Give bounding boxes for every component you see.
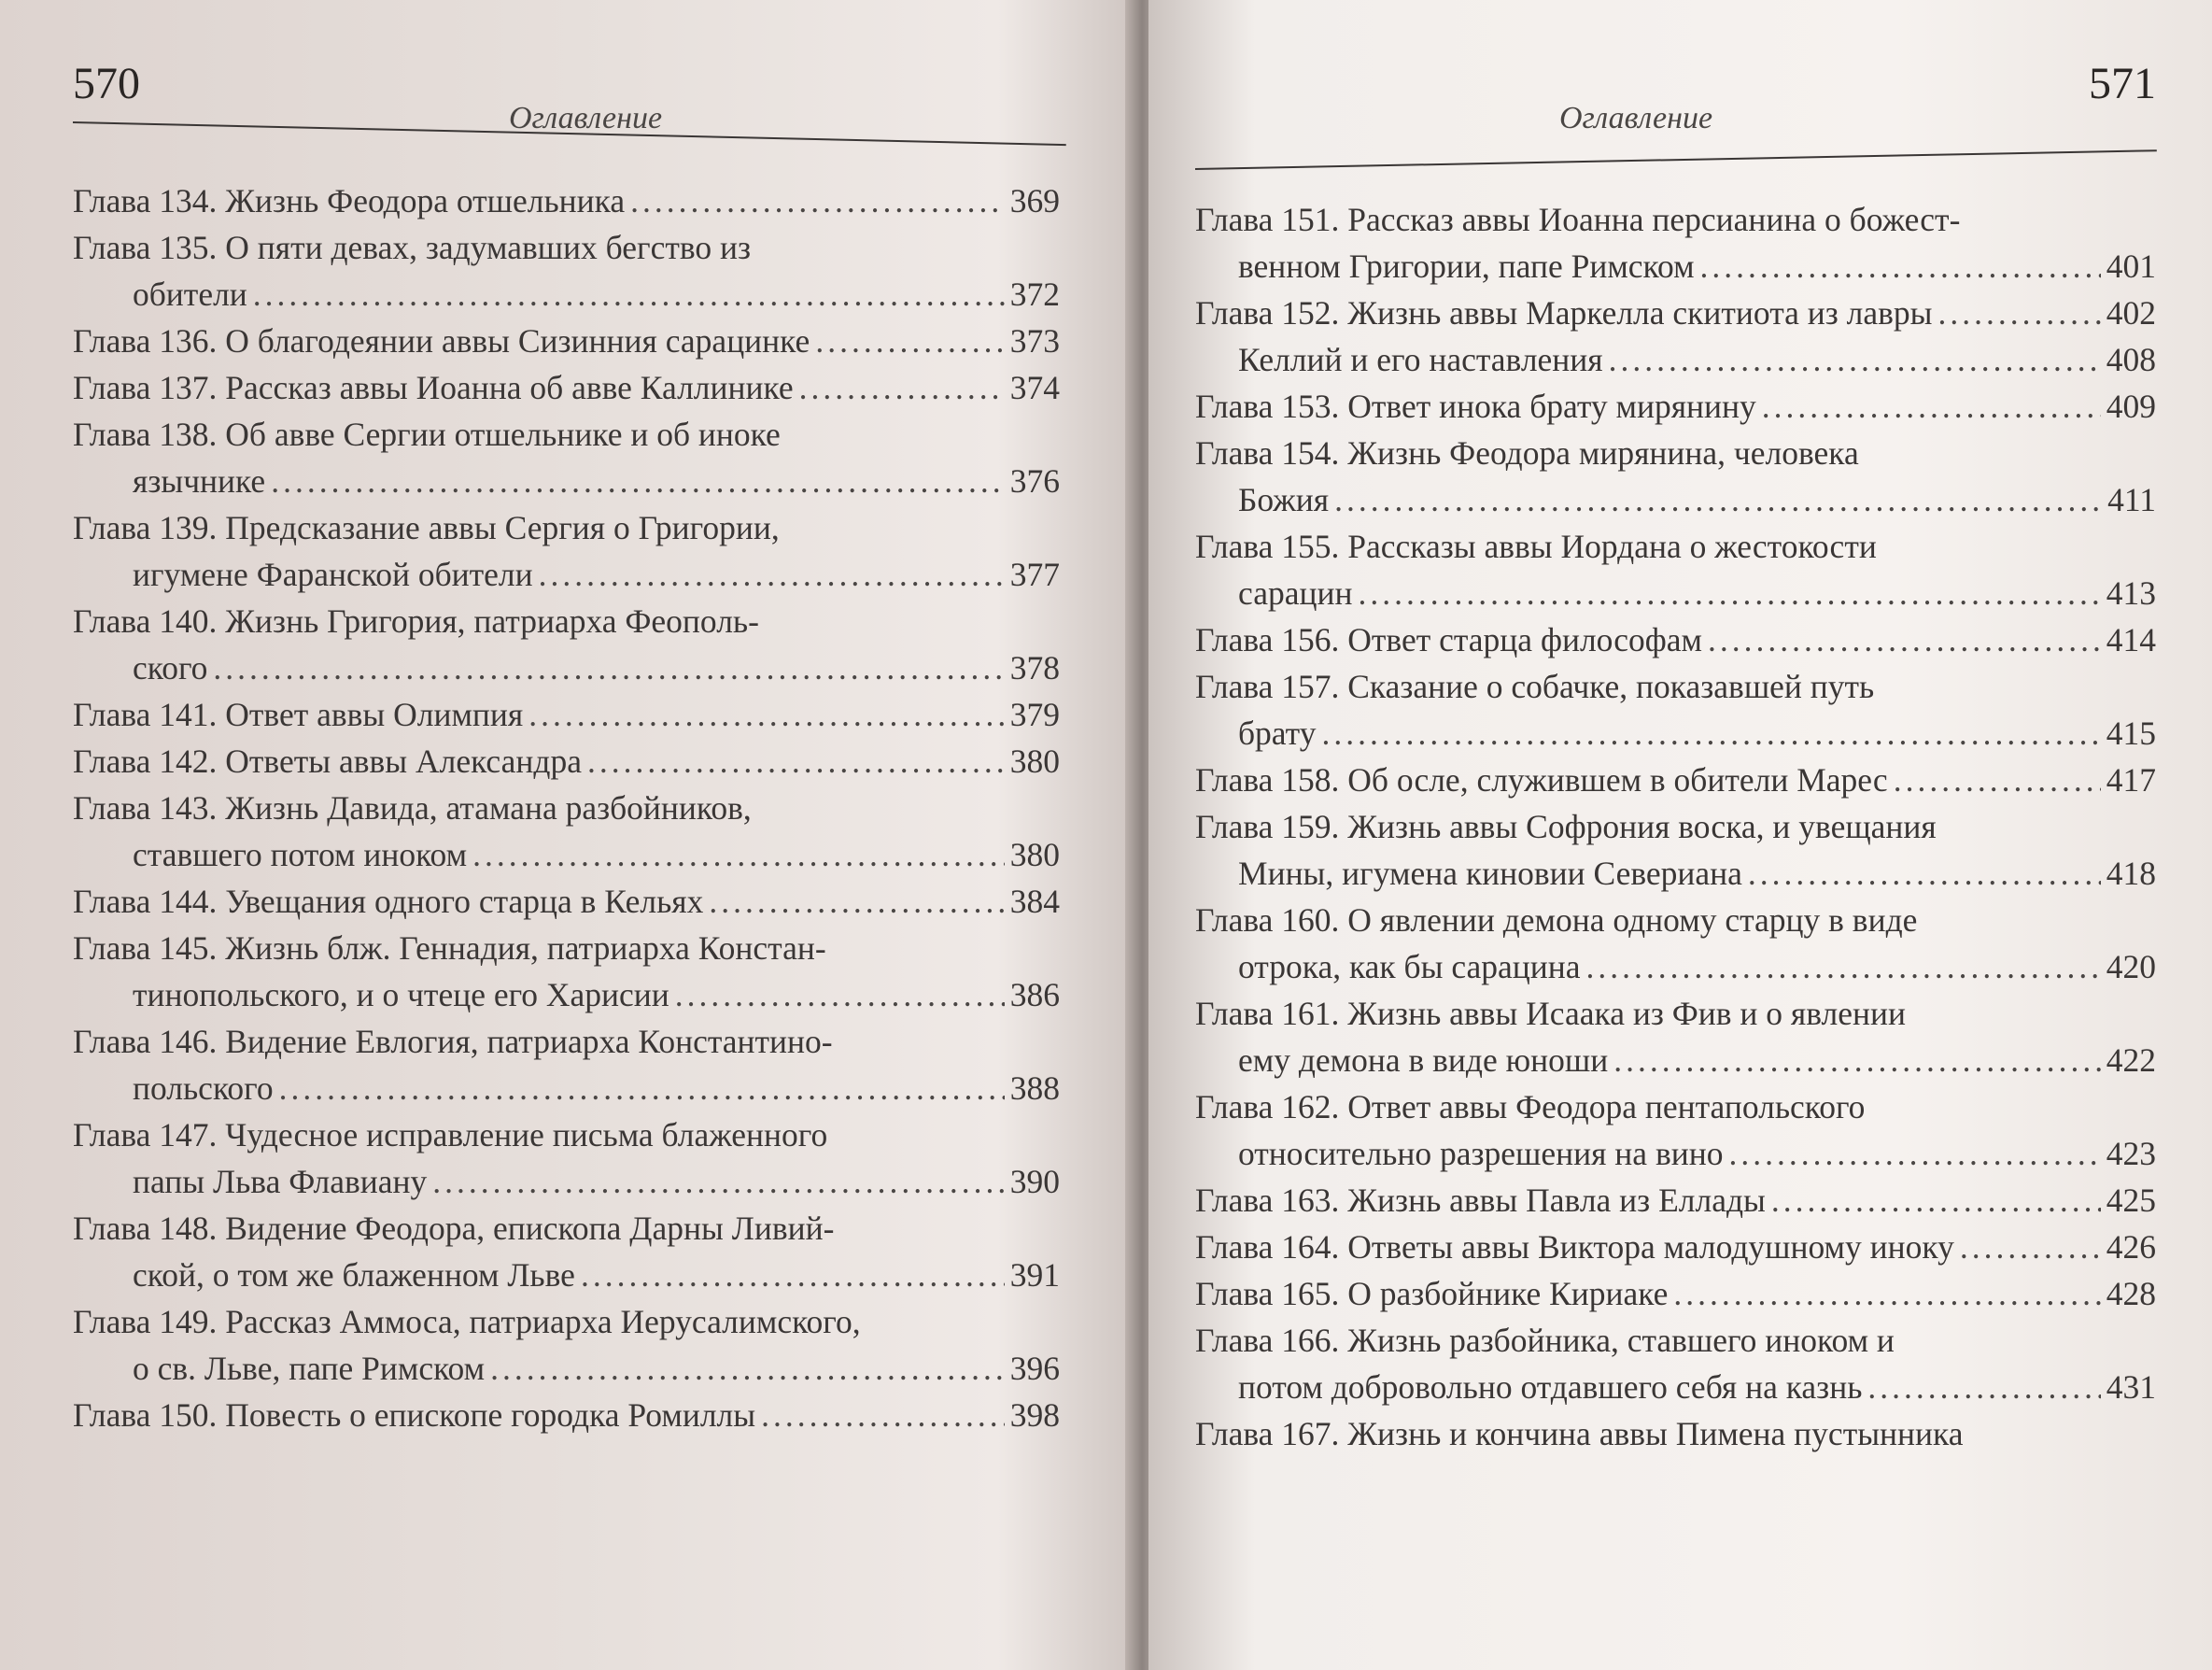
dot-leader — [253, 271, 1005, 318]
chapter-title-continued: отрока, как бы сарацина — [1238, 948, 1581, 985]
page-ref: 378 — [1009, 649, 1060, 686]
toc-entry — [73, 1298, 1060, 1392]
dot-leader — [1586, 943, 2101, 990]
toc-entry — [73, 925, 1060, 1018]
toc-entry — [73, 318, 1060, 364]
toc-entry — [1195, 336, 2156, 383]
page-ref: 373 — [1009, 322, 1060, 360]
dot-leader — [432, 1158, 1005, 1205]
page-ref: 374 — [1009, 369, 1060, 406]
header-rule — [1195, 149, 2157, 170]
chapter-title: Глава 156. Ответ старца философам — [1195, 621, 1703, 658]
running-header: Оглавление — [1559, 101, 1713, 135]
page-ref: 411 — [2107, 481, 2156, 518]
chapter-title: Глава 140. Жизнь Григория, патриарха Феополь- — [73, 602, 759, 640]
chapter-title: Глава 134. Жизнь Феодора отшельника — [73, 182, 626, 219]
dot-leader — [1867, 1364, 2100, 1410]
chapter-title-continued: ставшего потом иноком — [133, 836, 468, 873]
toc-entry — [73, 364, 1060, 411]
dot-leader — [1771, 1177, 2101, 1224]
running-header: Оглавление — [509, 101, 663, 135]
page-ref: 426 — [2106, 1228, 2156, 1266]
chapter-title: Глава 161. Жизнь аввы Исаака из Фив и о явлении — [1195, 995, 1906, 1032]
toc-entry — [1195, 616, 2156, 663]
toc-entry — [1195, 290, 2156, 336]
chapter-title-continued: польского — [133, 1069, 274, 1107]
chapter-title: Глава 155. Рассказы аввы Иордана о жестокости — [1195, 528, 1877, 565]
chapter-title: Глава 144. Увещания одного старца в Кельях — [73, 883, 704, 920]
dot-leader — [1894, 757, 2101, 803]
chapter-title: Глава 146. Видение Евлогия, патриарха Константино- — [73, 1023, 833, 1060]
chapter-title-continued: обители — [133, 276, 247, 313]
chapter-title: Глава 158. Об осле, служившем в обители Марес — [1195, 761, 1888, 799]
toc-entry — [1195, 1410, 2156, 1457]
page-ref: 379 — [1009, 696, 1060, 733]
chapter-title: Глава 150. Повесть о епископе городка Ромиллы — [73, 1396, 756, 1434]
dot-leader — [539, 551, 1005, 598]
toc-entry — [73, 1111, 1060, 1205]
toc-entry — [1195, 757, 2156, 803]
chapter-title: Глава 159. Жизнь аввы Софрония воска, и увещания — [1195, 808, 1937, 845]
page-ref: 386 — [1009, 976, 1060, 1013]
chapter-title: Глава 135. О пяти девах, задумавших бегство из — [73, 229, 752, 266]
dot-leader — [1321, 710, 2100, 757]
chapter-title: Глава 148. Видение Феодора, епископа Дарны Ливий- — [73, 1210, 835, 1247]
toc-entry — [73, 1205, 1060, 1298]
dot-leader — [1938, 290, 2101, 336]
toc-entry — [1195, 196, 2156, 290]
chapter-title: Глава 139. Предсказание аввы Сергия о Григории, — [73, 509, 780, 546]
toc-entry — [73, 598, 1060, 691]
chapter-title-continued: сарацин — [1238, 574, 1353, 612]
dot-leader — [630, 177, 1005, 224]
page-ref: 408 — [2106, 341, 2156, 378]
chapter-title-continued: ской, о том же блаженном Льве — [133, 1256, 575, 1294]
chapter-title: Глава 167. Жизнь и кончина аввы Пимена пустынника — [1195, 1415, 1964, 1452]
chapter-title-continued: тинопольского, и о чтеце его Харисии — [133, 976, 669, 1013]
toc-entry — [73, 1392, 1060, 1438]
toc-entry — [1195, 897, 2156, 990]
page-ref: 398 — [1009, 1396, 1060, 1434]
toc-entry — [1195, 1083, 2156, 1177]
page-ref: 402 — [2106, 294, 2156, 332]
toc-entry — [73, 1018, 1060, 1111]
dot-leader — [1334, 476, 2102, 523]
dot-leader — [213, 644, 1004, 691]
table-of-contents — [73, 177, 1060, 1438]
page-ref: 413 — [2106, 574, 2156, 612]
toc-entry — [73, 785, 1060, 878]
dot-leader — [1708, 616, 2101, 663]
dot-leader — [1358, 570, 2100, 616]
toc-entry — [73, 411, 1060, 504]
dot-leader — [490, 1345, 1005, 1392]
page-ref: 409 — [2106, 388, 2156, 425]
page-ref: 418 — [2106, 855, 2156, 892]
toc-entry — [73, 738, 1060, 785]
page-ref: 388 — [1009, 1069, 1060, 1107]
chapter-title-continued: Божия — [1238, 481, 1330, 518]
page-ref: 372 — [1009, 276, 1060, 313]
page-ref: 417 — [2106, 761, 2156, 799]
dot-leader — [581, 1252, 1005, 1298]
chapter-title: Глава 143. Жизнь Давида, атамана разбойников, — [73, 789, 752, 827]
toc-entry — [1195, 383, 2156, 430]
page-ref: 380 — [1009, 743, 1060, 780]
chapter-title: Глава 152. Жизнь аввы Маркелла скитиота из лавры — [1195, 294, 1933, 332]
dot-leader — [815, 318, 1004, 364]
chapter-title-continued: язычнике — [133, 462, 266, 500]
chapter-title: Глава 164. Ответы аввы Виктора малодушному иноку — [1195, 1228, 1954, 1266]
dot-leader — [761, 1392, 1005, 1438]
toc-entry — [73, 691, 1060, 738]
right-page — [1148, 0, 2212, 1670]
chapter-title: Глава 151. Рассказ аввы Иоанна персианина о божест- — [1195, 201, 1961, 238]
chapter-title: Глава 166. Жизнь разбойника, ставшего иноком и — [1195, 1322, 1895, 1359]
dot-leader — [1960, 1224, 2101, 1270]
page-ref: 390 — [1009, 1163, 1060, 1200]
page-ref: 396 — [1009, 1350, 1060, 1387]
toc-entry — [1195, 1177, 2156, 1224]
dot-leader — [1673, 1270, 2100, 1317]
dot-leader — [1762, 383, 2101, 430]
toc-entry — [1195, 663, 2156, 757]
chapter-title: Глава 163. Жизнь аввы Павла из Еллады — [1195, 1182, 1766, 1219]
toc-entry — [73, 878, 1060, 925]
page-ref: 369 — [1009, 182, 1060, 219]
dot-leader — [528, 691, 1005, 738]
dot-leader — [1700, 243, 2101, 290]
chapter-title-continued: игумене Фаранской обители — [133, 556, 533, 593]
page-ref: 422 — [2106, 1041, 2156, 1079]
page-ref: 415 — [2106, 715, 2156, 752]
toc-entry — [1195, 990, 2156, 1083]
page-ref: 401 — [2106, 248, 2156, 285]
chapter-title: Глава 165. О разбойнике Кириаке — [1195, 1275, 1669, 1312]
dot-leader — [587, 738, 1005, 785]
page-ref: 414 — [2106, 621, 2156, 658]
chapter-title: Глава 157. Сказание о собачке, показавшей путь — [1195, 668, 1875, 705]
chapter-title-continued: Мины, игумена киновии Севериана — [1238, 855, 1742, 892]
chapter-title-continued: ему демона в виде юноши — [1238, 1041, 1609, 1079]
toc-entry — [1195, 430, 2156, 523]
page-ref: 376 — [1009, 462, 1060, 500]
chapter-title: Глава 153. Ответ инока брату мирянину — [1195, 388, 1756, 425]
page-ref: 431 — [2106, 1368, 2156, 1406]
table-of-contents — [1195, 196, 2156, 1457]
page-number: 570 — [73, 59, 140, 108]
toc-entry — [73, 177, 1060, 224]
dot-leader — [1609, 336, 2101, 383]
page-ref: 384 — [1009, 883, 1060, 920]
chapter-title: Глава 141. Ответ аввы Олимпия — [73, 696, 524, 733]
toc-entry — [1195, 1270, 2156, 1317]
page-number: 571 — [2089, 59, 2156, 108]
dot-leader — [799, 364, 1005, 411]
toc-entry — [73, 504, 1060, 598]
dot-leader — [271, 458, 1005, 504]
page-ref: 428 — [2106, 1275, 2156, 1312]
toc-entry — [1195, 1317, 2156, 1410]
chapter-title: Глава 138. Об авве Сергии отшельнике и об иноке — [73, 416, 781, 453]
chapter-title-continued: относительно разрешения на вино — [1238, 1135, 1724, 1172]
page-ref: 425 — [2106, 1182, 2156, 1219]
dot-leader — [709, 878, 1004, 925]
chapter-title: Глава 154. Жизнь Феодора мирянина, человека — [1195, 434, 1859, 472]
dot-leader — [472, 831, 1005, 878]
page-ref: 377 — [1009, 556, 1060, 593]
dot-leader — [675, 971, 1005, 1018]
chapter-title: Глава 136. О благодеянии аввы Сизинния сарацинке — [73, 322, 810, 360]
dot-leader — [1748, 850, 2101, 897]
chapter-title: Глава 142. Ответы аввы Александра — [73, 743, 582, 780]
chapter-title: Глава 162. Ответ аввы Феодора пентапольского — [1195, 1088, 1866, 1125]
dot-leader — [1728, 1130, 2100, 1177]
page-ref: 380 — [1009, 836, 1060, 873]
chapter-title: Глава 145. Жизнь блж. Геннадия, патриарха Констан- — [73, 929, 826, 967]
chapter-title: Глава 160. О явлении демона одному старцу в виде — [1195, 901, 1918, 939]
chapter-title-continued: венном Григории, папе Римском — [1238, 248, 1695, 285]
page-ref: 391 — [1009, 1256, 1060, 1294]
dot-leader — [1613, 1037, 2101, 1083]
chapter-title: Глава 147. Чудесное исправление письма блаженного — [73, 1116, 828, 1153]
page-ref: 423 — [2106, 1135, 2156, 1172]
chapter-title-continued: о св. Льве, папе Римском — [133, 1350, 486, 1387]
chapter-title: Глава 137. Рассказ аввы Иоанна об авве Каллинике — [73, 369, 794, 406]
chapter-title-continued: Келлий и его наставления — [1238, 341, 1603, 378]
chapter-title-continued: ского — [133, 649, 208, 686]
chapter-title-continued: брату — [1238, 715, 1317, 752]
page-ref: 420 — [2106, 948, 2156, 985]
dot-leader — [279, 1065, 1005, 1111]
toc-entry — [73, 224, 1060, 318]
toc-entry — [1195, 523, 2156, 616]
chapter-title-continued: папы Льва Флавиану — [133, 1163, 428, 1200]
toc-entry — [1195, 1224, 2156, 1270]
chapter-title-continued: потом добровольно отдавшего себя на казнь — [1238, 1368, 1863, 1406]
chapter-title: Глава 149. Рассказ Аммоса, патриарха Иерусалимского, — [73, 1303, 861, 1340]
toc-entry — [1195, 803, 2156, 897]
